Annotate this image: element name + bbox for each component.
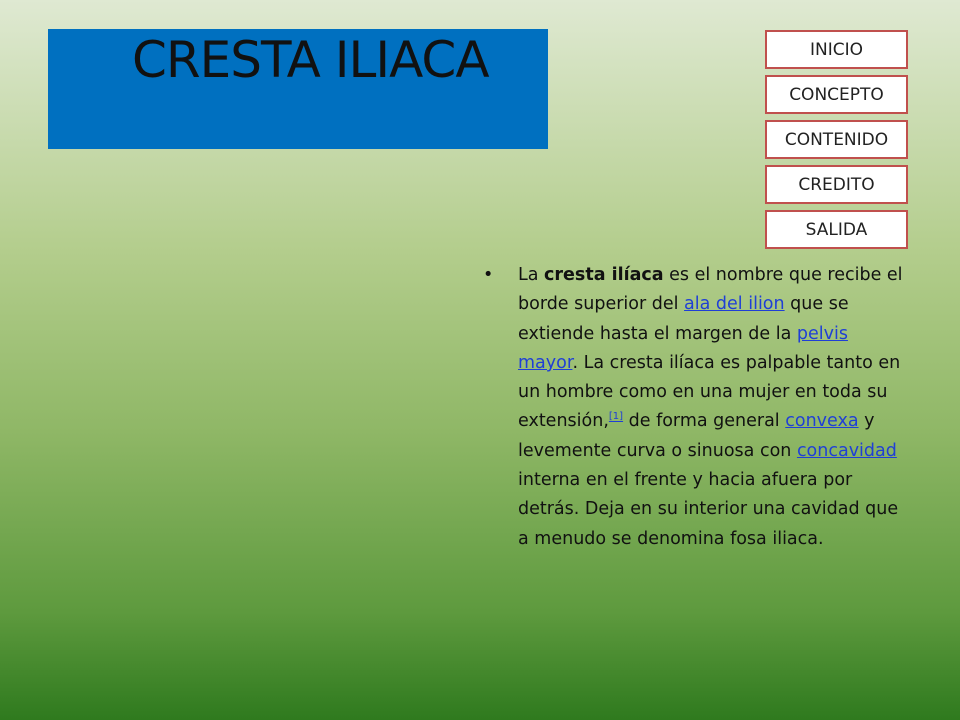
bullet-icon: •: [483, 265, 494, 285]
text-segment: que se extiende hasta el margen de la: [518, 294, 849, 344]
text-segment: es el nombre que recibe el borde superior del: [518, 265, 903, 315]
page-title: CRESTA ILIACA: [132, 31, 489, 89]
nav-button-concepto[interactable]: CONCEPTO: [765, 75, 908, 114]
reference-link[interactable]: [1]: [608, 411, 624, 423]
text-segment: de forma general: [623, 411, 786, 432]
link-ala-del-ilion[interactable]: ala del ilion: [684, 294, 785, 315]
link-convexa[interactable]: convexa: [785, 411, 859, 432]
bullet-paragraph: [483, 261, 903, 554]
title-box: [48, 29, 548, 149]
text-segment: . La cresta ilíaca es palpable tanto en un hombre como en una mujer en toda su extensión,: [518, 352, 901, 432]
text-segment: interna en el frente y hacia afuera por detrás. Deja en su interior una cavidad que a menudo se denomina fosa iliaca.: [518, 470, 899, 549]
bullet-list: [478, 261, 903, 554]
text-segment: La: [518, 265, 545, 285]
nav-button-credito[interactable]: CREDITO: [765, 165, 908, 204]
link-pelvis-mayor[interactable]: pelvis mayor: [518, 323, 848, 373]
nav-button-salida[interactable]: SALIDA: [765, 210, 908, 249]
text-segment: y levemente curva o sinuosa con: [518, 411, 875, 461]
nav-button-inicio[interactable]: INICIO: [765, 30, 908, 69]
bold-term: cresta ilíaca: [544, 265, 664, 285]
content-area: [478, 261, 903, 554]
link-concavidad[interactable]: concavidad: [796, 440, 897, 461]
nav-button-contenido[interactable]: CONTENIDO: [765, 120, 908, 159]
